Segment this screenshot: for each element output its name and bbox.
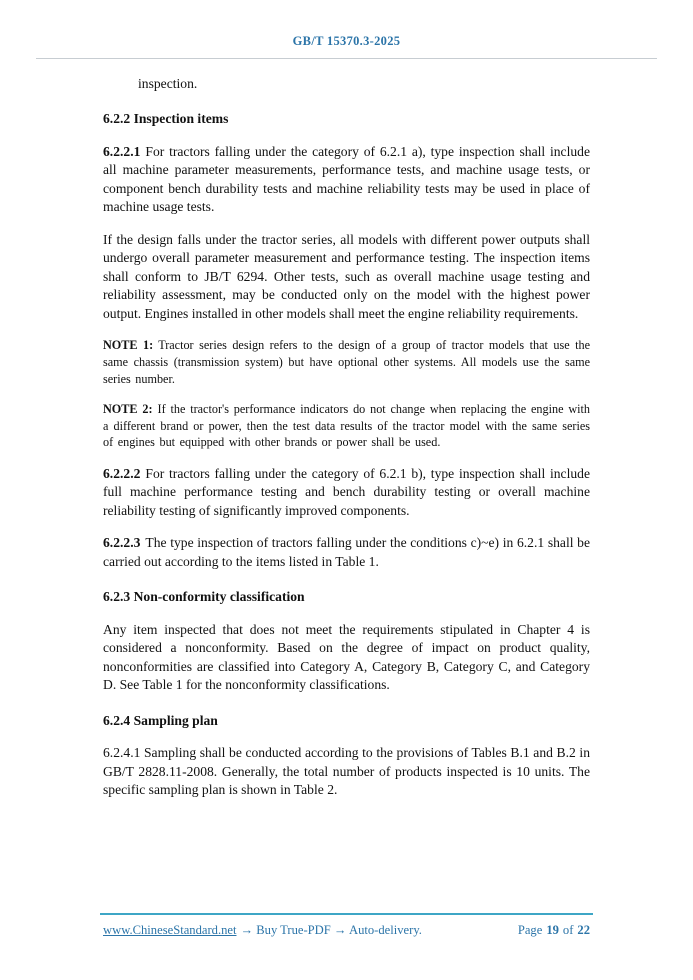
paragraph-text: For tractors falling under the category of 6.2.1 b), type inspection shall include full machine performance testing and bench durability testing or overall machine reliability testing of significantly improved components.	[103, 465, 590, 518]
note-paragraph	[103, 337, 590, 387]
page-header	[0, 0, 693, 59]
page-number: 19	[546, 923, 559, 937]
doc-number: GB/T 15370.3-2025	[292, 34, 401, 48]
note-text: If the tractor's performance indicators do not change when replacing the engine with a different brand or power, then the test data results of the tractor model with the same series of engines but equipped with other brands or power shall be used.	[103, 402, 590, 450]
note-text: Tractor series design refers to the design of a group of tractor models that use the same chassis (transmission system) but have optional other systems. All models use the same series number.	[103, 338, 590, 386]
paragraph-text: The type inspection of tractors falling under the conditions c)~e) in 6.2.1 shall be carried out according to the items listed in Table 1.	[103, 535, 590, 569]
footer-row	[0, 923, 693, 938]
paragraph-text: For tractors falling under the category of 6.2.1 a), type inspection shall include all machine parameter measurements, performance tests, and machine usage tests, or component bench durability tests and machine reliability tests may be used in place of machine usage tests.	[103, 143, 590, 215]
paragraph	[103, 465, 590, 520]
footer-tagline: → Buy True-PDF → Auto-delivery.	[240, 923, 422, 937]
paragraph: 6.2.4.1 Sampling shall be conducted according to the provisions of Tables B.1 and B.2 in GB/T 2828.11-2008. Generally, the total number of products inspected is 10 units. The specific sampling plan is shown in Table 2.	[103, 745, 590, 798]
total-pages: 22	[577, 923, 590, 937]
note-label: NOTE 2:	[103, 402, 153, 417]
paragraph: Any item inspected that does not meet the requirements stipulated in Chapter 4 is considered a nonconformity. Based on the degree of impact on product quality, nonconformities are classified into Category A, Category B, Category C, and Category D. See Table 1 for the nonconformity classifications.	[103, 621, 590, 693]
section-heading: 6.2.2 Inspection items	[103, 111, 229, 127]
paragraph	[103, 143, 590, 217]
section-number: 6.2.2.2	[103, 465, 141, 481]
note-paragraph	[103, 401, 590, 451]
document-body	[0, 59, 693, 800]
footer-divider	[100, 913, 593, 915]
footer-link[interactable]: www.ChineseStandard.net	[103, 923, 237, 937]
note-label: NOTE 1:	[103, 338, 154, 353]
section-heading: 6.2.4 Sampling plan	[103, 712, 218, 728]
footer-branding	[103, 923, 422, 938]
of-label: of	[562, 923, 574, 937]
page-label: Page	[517, 923, 543, 937]
section-heading: 6.2.3 Non-conformity classification	[103, 589, 305, 605]
paragraph: If the design falls under the tractor series, all models with different power outputs shall undergo overall parameter measurement and performance testing. The inspection items shall conform to JB/T 6294. Other tests, such as overall machine usage testing and reliability assessment, may be conducted only on the model with the highest power output. Engines installed in other models shall meet the engine reliability requirements.	[103, 231, 590, 321]
section-number: 6.2.2.1	[103, 143, 141, 159]
paragraph	[103, 534, 590, 571]
page-indicator	[514, 923, 590, 938]
section-number: 6.2.2.3	[103, 535, 141, 551]
continuation-text: inspection.	[138, 76, 198, 91]
page-footer	[0, 913, 693, 938]
